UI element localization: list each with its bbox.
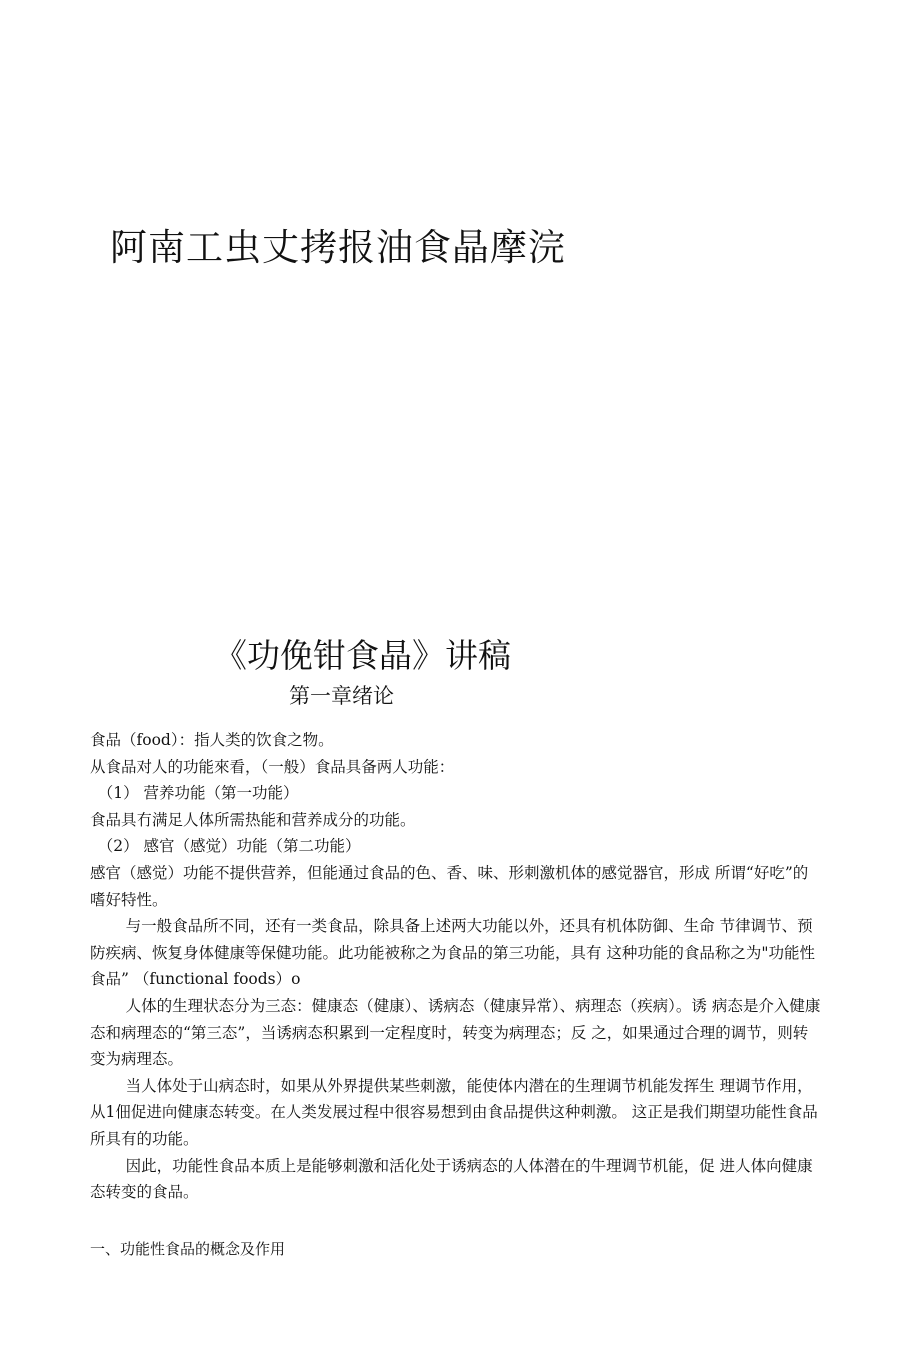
cover-title: 阿南工虫丈拷报油食晶摩浣 [110, 226, 566, 269]
sensory-paragraph: 感官（感觉）功能不提供营养，但能通过食品的色、香、味、形刺激机体的感觉器官，形成 所谓“好吃”的嗜好特性。 [90, 863, 809, 909]
list-item-sensory: （2） 感官（感觉）功能（第二功能） [97, 837, 361, 856]
chapter-title: 第一章绪论 [289, 684, 394, 708]
nutrition-paragraph: 食品具冇满足人体所需热能和营养成分的功能。 [90, 810, 416, 829]
definition-paragraph: 食品（food）：指人类的饮食之物。 [90, 731, 334, 749]
list-item-nutrition: （1） 营养功能（第一功能） [97, 784, 299, 803]
stimulus-paragraph: 当人体处于山病态时，如果从外界提供某些刺激，能使体内潜在的生理调节机能发挥生 理调节作用，从1佃促进向健康态转变。在人类发展过程中很容易想到由食品提供这种刺激。 这正是我们期望功能性食品所具有的功能。 [90, 1076, 818, 1148]
lecture-title: 《功俛钳食晶》讲稿 [214, 636, 511, 675]
third-function-paragraph: 与一般食品所不同，还有一类食品，除具备上述两大功能以外，还具有机体防御、生命 节律调节、预防疾病、恢复身体健康等保健功能。此功能被称之为食品的第三功能，具有 这种功能的食品称之为"功能性食品” （functional foods）o [90, 917, 816, 989]
functions-intro-paragraph: 从食品对人的功能來看，（一般）食品具备两人功能： [90, 757, 455, 776]
physiological-states-paragraph: 人体的生理状态分为三态：健康态（健康）、诱病态（健康异常）、病理态（疾病）。诱 病态是介入健康态和病理态的“第三态”，当诱病态积累到一定程度时，转变为病理态；反 之，如果通过合理的调节，则转变为病理态。 [90, 996, 821, 1069]
conclusion-paragraph: 因此，功能性食品本质上是能够刺激和活化处于诱病态的人体潜在的牛理调节机能，促 进人体向健康态转变的食品。 [90, 1156, 813, 1202]
body-text [90, 727, 822, 1206]
section-heading: 一、功能性食品的概念及作用 [90, 1240, 286, 1258]
